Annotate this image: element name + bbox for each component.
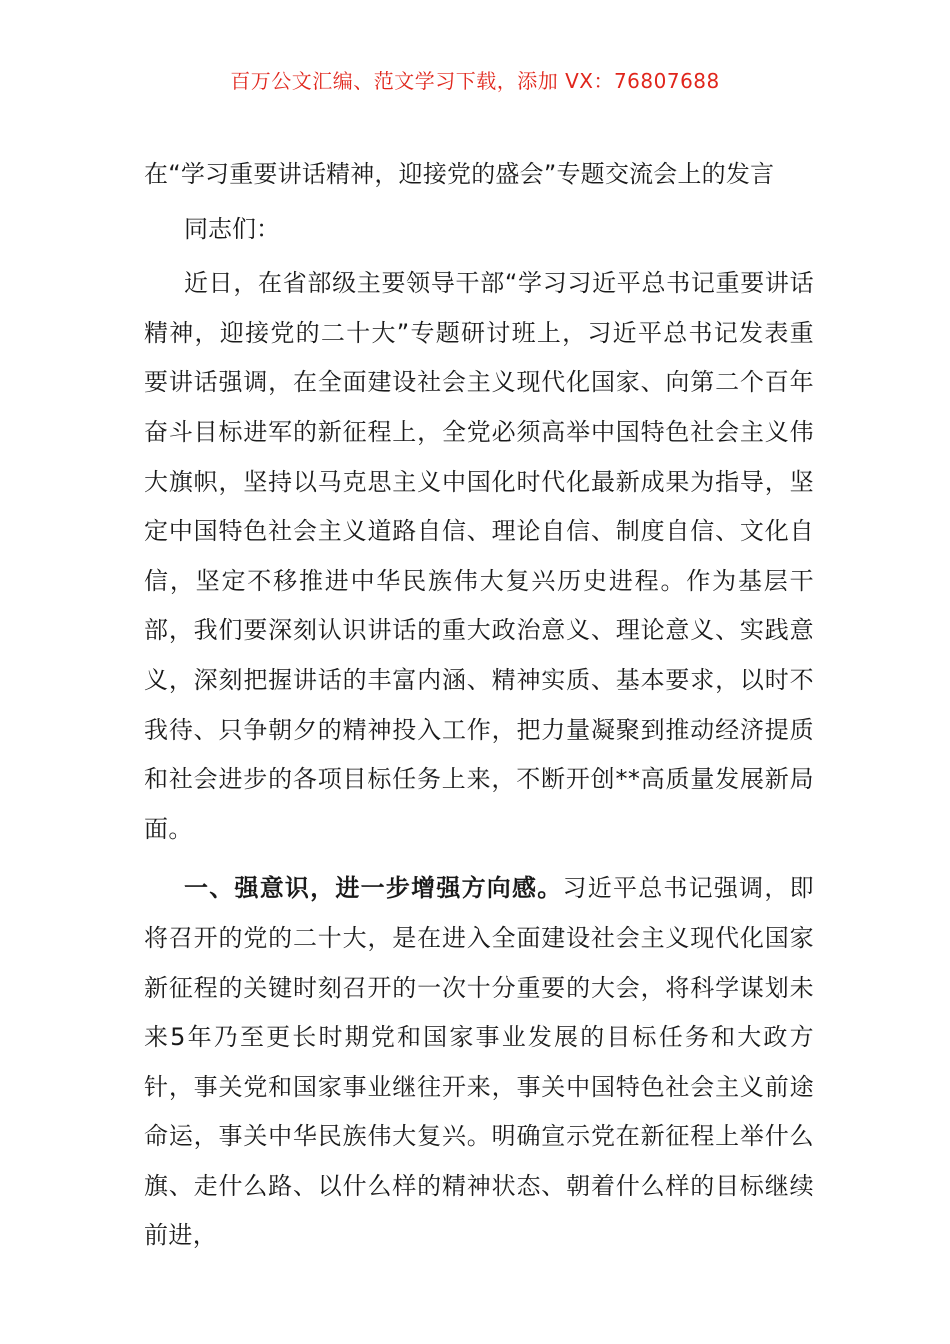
- paragraph-text: 近日，在省部级主要领导干部“学习习近平总书记重要讲话精神，迎接党的二十大”专题研讨班上，习近平总书记发表重要讲话强调，在全面建设社会主义现代化国家、向第二个百年奋斗目标进军的新征程上，全党必须高举中国特色社会主义伟大旗帜，坚持以马克思主义中国化时代化最新成果为指导，坚定中国特色社会主义道路自信、理论自信、制度自信、文化自信，坚定不移推进中华民族伟大复兴历史进程。作为基层干部，我们要深刻认识讲话的重大政治意义、理论意义、实践意义，深刻把握讲话的丰富内涵、精神实质、基本要求，以时不我待、只争朝夕的精神投入工作，把力量凝聚到推动经济提质和社会进步的各项目标任务上来，不断开创**高质量发展新局面。: [144, 269, 814, 843]
- salutation: 同志们：: [184, 214, 280, 243]
- header-watermark-note: 百万公文汇编、范文学习下载，添加 VX：76807688: [230, 69, 720, 93]
- paragraph-text: 习近平总书记强调，即将召开的党的二十大，是在进入全面建设社会主义现代化国家新征程的关键时刻召开的一次十分重要的大会，将科学谋划未来5年乃至更长时期党和国家事业发展的目标任务和大政方针，事关党和国家事业继往开来，事关中国特色社会主义前途命运，事关中华民族伟大复兴。明确宣示党在新征程上举什么旗、走什么路、以什么样的精神状态、朝着什么样的目标继续前进，: [144, 874, 814, 1250]
- paragraph-intro: [144, 259, 814, 854]
- document-title: 在“学习重要讲话精神，迎接党的盛会”专题交流会上的发言: [144, 160, 775, 188]
- section-heading: 一、强意识，进一步增强方向感。: [184, 874, 563, 903]
- paragraph-section-one: [144, 864, 814, 1261]
- document-body: [144, 150, 814, 1271]
